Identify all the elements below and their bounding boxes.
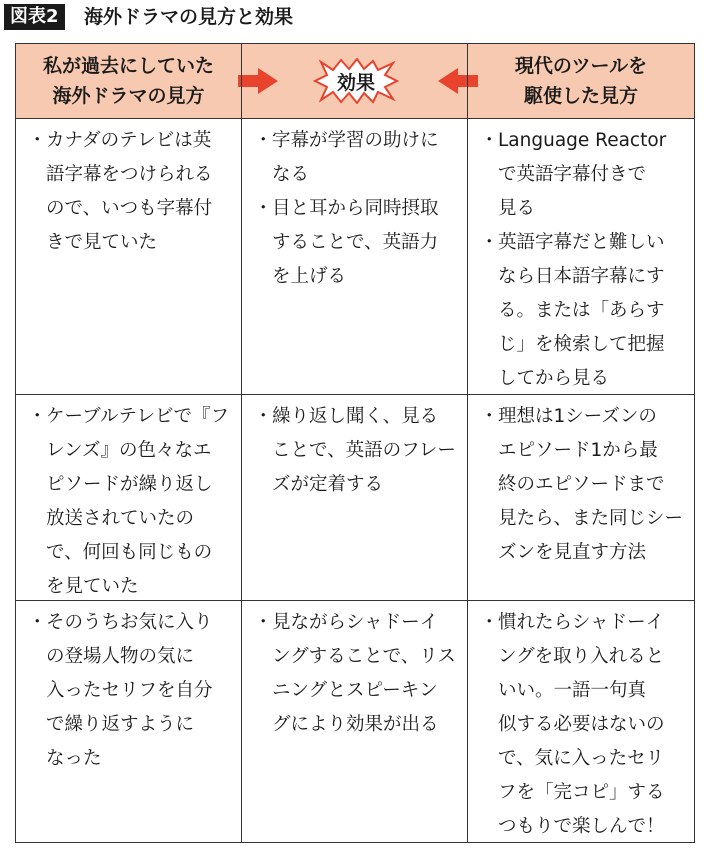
cell-text-line: いい。一語一句真 [498, 680, 647, 701]
column-divider [467, 44, 468, 842]
cell-text-line: Language Reactor [498, 130, 667, 151]
cell-text-line: 終のエピソードまで [498, 474, 665, 495]
comparison-table [15, 43, 695, 843]
effect-burst [313, 58, 399, 104]
cell-text-line: フを「完コピ」する [498, 782, 665, 803]
cell-text-line: を上げる [272, 266, 347, 287]
list-item [24, 606, 238, 776]
table-cell [250, 400, 464, 502]
table-cell [250, 124, 464, 294]
cell-text-line: じ」を検索して把握 [498, 334, 665, 355]
cell-text-line: 似する必要はないの [498, 714, 665, 735]
cell-text-line: 見たら、また同じシー [498, 508, 684, 529]
cell-text-line: 見ながらシャドーイ [272, 612, 439, 633]
bullet-icon: ・ [254, 406, 273, 427]
cell-text-line: 字幕が学習の助けに [272, 130, 439, 151]
list-item [250, 192, 464, 294]
cell-text-line: することで、英語力 [272, 232, 439, 253]
right-arrow-icon [238, 68, 278, 94]
cell-text-line: ことで、英語のフレー [272, 440, 456, 461]
cell-text-line: ので、いつも字幕付 [46, 198, 213, 219]
cell-text-line: 見る [498, 198, 536, 219]
bullet-icon: ・ [254, 198, 273, 219]
bullet-icon: ・ [28, 406, 47, 427]
bullet-icon: ・ [28, 130, 47, 151]
table-cell [24, 124, 238, 260]
cell-text-line: で英語字幕付きで [498, 164, 647, 185]
cell-text-line: 慣れたらシャドーイ [498, 612, 665, 633]
table-cell [24, 606, 238, 776]
figure-title-bar [0, 0, 710, 34]
cell-text-line: してから見る [498, 368, 610, 389]
cell-text-line: なった [46, 748, 102, 769]
bullet-icon: ・ [480, 232, 499, 253]
cell-text-line: グにより効果が出る [272, 714, 439, 735]
cell-text-line: つもりで楽しんで！ [498, 816, 665, 837]
table-header [16, 44, 694, 118]
cell-text-line: きで見ていた [46, 232, 158, 253]
header-modern-method-line2: 駆使した見方 [523, 85, 638, 107]
bullet-icon: ・ [480, 130, 499, 151]
cell-text-line: 理想は1シーズンの [498, 406, 657, 427]
cell-text-line: で繰り返すように [46, 714, 195, 735]
table-cell [24, 400, 238, 604]
header-modern-method-line1: 現代のツールを [514, 55, 648, 77]
list-item [476, 400, 690, 570]
cell-text-line: る。または「あらす [498, 300, 665, 321]
cell-text-line: ピソードが繰り返し [46, 474, 213, 495]
cell-text-line: ングすることで、リス [272, 646, 456, 667]
cell-text-line: なら日本語字幕にす [498, 266, 665, 287]
cell-text-line: カナダのテレビは英 [46, 130, 212, 151]
cell-text-line: なる [272, 164, 310, 185]
cell-text-line: ニングとスピーキン [272, 680, 438, 701]
column-divider [241, 44, 242, 842]
list-item [250, 400, 464, 502]
figure-title: 海外ドラマの見方と効果 [84, 6, 294, 28]
header-effect: 効果 [336, 71, 375, 94]
list-item [476, 226, 690, 396]
table-cell [250, 606, 464, 742]
list-item [250, 124, 464, 192]
bullet-icon: ・ [254, 612, 273, 633]
bullet-icon: ・ [480, 612, 499, 633]
list-item [24, 400, 238, 604]
cell-text-line: ズンを見直す方法 [498, 542, 647, 563]
cell-text-line: 目と耳から同時摂取 [272, 198, 439, 219]
cell-text-line: で、何回も同じもの [46, 542, 213, 563]
header-modern-method [468, 44, 694, 118]
bullet-icon: ・ [28, 612, 47, 633]
table-cell [476, 124, 690, 396]
cell-text-line: ケーブルテレビで『フ [46, 406, 229, 427]
header-past-method [16, 44, 241, 118]
list-item [24, 124, 238, 260]
cell-text-line: で、気に入ったセリ [498, 748, 665, 769]
figure-label: 図表2 [4, 4, 65, 30]
list-item [250, 606, 464, 742]
list-item [476, 606, 690, 844]
table-cell [476, 400, 690, 570]
cell-text-line: 入ったセリフを自分 [46, 680, 213, 701]
cell-text-line: 語字幕をつけられる [46, 164, 213, 185]
header-past-method-line2: 海外ドラマの見方 [52, 85, 205, 107]
list-item [476, 124, 690, 226]
table-cell [476, 606, 690, 844]
cell-text-line: の登場人物の気に [46, 646, 195, 667]
cell-text-line: そのうちお気に入り [46, 612, 213, 633]
cell-text-line: 英語字幕だと難しい [498, 232, 665, 253]
bullet-icon: ・ [254, 130, 273, 151]
cell-text-line: 繰り返し聞く、見る [272, 406, 439, 427]
cell-text-line: 放送されていたの [46, 508, 195, 529]
bullet-icon: ・ [480, 406, 499, 427]
cell-text-line: ズが定着する [272, 474, 384, 495]
cell-text-line: レンズ』の色々なエ [46, 440, 212, 461]
cell-text-line: ングを取り入れると [498, 646, 665, 667]
header-past-method-line1: 私が過去にしていた [42, 55, 214, 77]
cell-text-line: エピソード1から最 [498, 440, 658, 461]
row-divider [16, 118, 694, 119]
cell-text-line: を見ていた [46, 576, 139, 597]
